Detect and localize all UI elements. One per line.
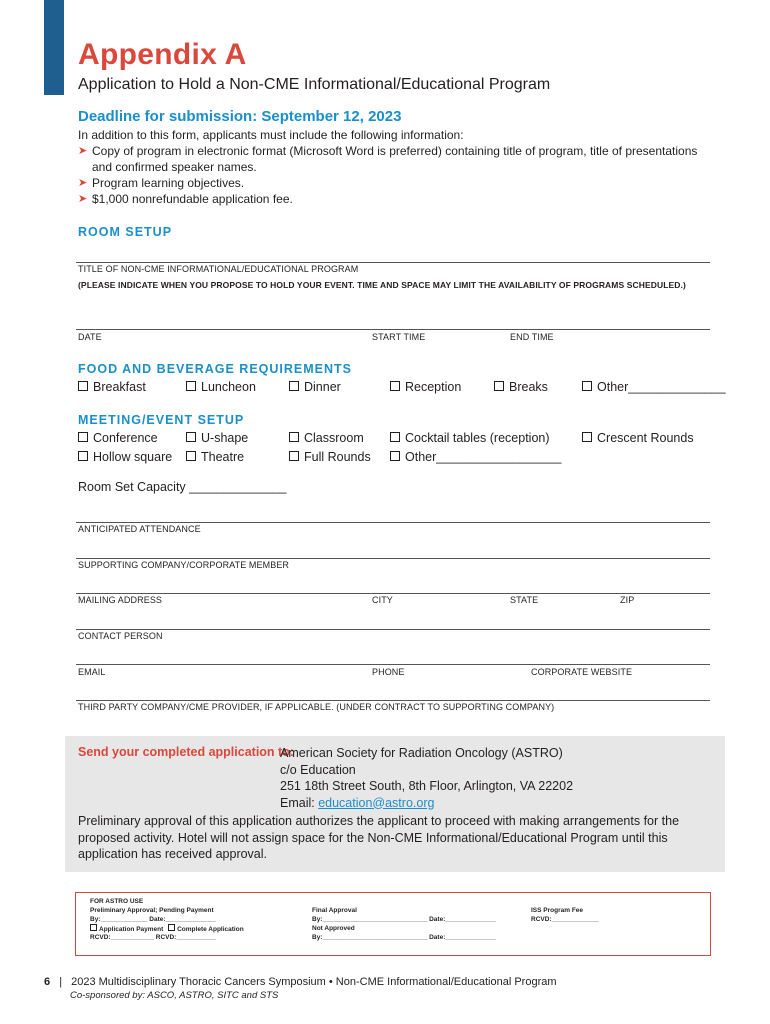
checkbox-other-food[interactable]: Other______________ — [582, 380, 726, 394]
page-subtitle: Application to Hold a Non-CME Informational/Educational Program — [78, 76, 551, 93]
chevron-right-icon: ➤ — [78, 177, 88, 189]
attendance-field[interactable] — [76, 522, 710, 523]
final-by-date-field: By:_____________________________ Date:______________ — [312, 916, 496, 923]
payment-checkboxes: Application Payment Complete Application — [90, 924, 244, 934]
date-label: DATE — [78, 332, 102, 342]
checkbox-icon — [78, 381, 88, 391]
contact-person-label: CONTACT PERSON — [78, 631, 163, 641]
start-time-label: START TIME — [372, 332, 426, 342]
attendance-label: ANTICIPATED ATTENDANCE — [78, 524, 201, 534]
page-footer — [44, 976, 557, 988]
deadline-text: Deadline for submission: September 12, 2023 — [78, 108, 402, 125]
third-party-field[interactable] — [76, 700, 710, 701]
chevron-right-icon: ➤ — [78, 193, 88, 205]
checkbox-theatre[interactable]: Theatre — [186, 450, 244, 464]
final-approval-label: Final Approval — [312, 907, 357, 914]
checkbox-icon — [186, 432, 196, 442]
preliminary-by-date-field: By:_____________ Date:______________ — [90, 916, 217, 923]
checkbox-icon — [78, 432, 88, 442]
checkbox-icon — [289, 432, 299, 442]
zip-label: ZIP — [620, 595, 635, 605]
company-label: SUPPORTING COMPANY/CORPORATE MEMBER — [78, 560, 290, 570]
meeting-heading: MEETING/EVENT SETUP — [78, 413, 245, 427]
mailing-address-label: MAILING ADDRESS — [78, 595, 163, 605]
page-number: 6 — [44, 976, 51, 988]
received-fields: RCVD:____________ RCVD:___________ — [90, 934, 217, 941]
third-party-label: THIRD PARTY COMPANY/CME PROVIDER, IF APPLICABLE. (UNDER CONTRACT TO SUPPORTING COMPANY) — [78, 702, 555, 712]
page-title: Appendix A — [78, 38, 247, 71]
program-title-field[interactable] — [76, 262, 710, 263]
checkbox-icon — [90, 924, 97, 931]
list-item: ➤ $1,000 nonrefundable application fee. — [78, 192, 293, 206]
email-link[interactable]: education@astro.org — [318, 795, 435, 810]
mailing-address-block — [280, 745, 573, 811]
checkbox-icon — [582, 432, 592, 442]
checkbox-full-rounds[interactable]: Full Rounds — [289, 450, 371, 464]
iss-program-fee-label: ISS Program Fee — [531, 907, 584, 914]
list-item: ➤ Copy of program in electronic format (Microsoft Word is preferred) containing title of program, title of presentations — [78, 144, 698, 158]
program-title-label: TITLE OF NON-CME INFORMATIONAL/EDUCATIONAL PROGRAM — [78, 264, 359, 274]
checkbox-dinner[interactable]: Dinner — [289, 380, 341, 394]
checkbox-breakfast[interactable]: Breakfast — [78, 380, 146, 394]
website-label: CORPORATE WEBSITE — [531, 667, 633, 677]
phone-label: PHONE — [372, 667, 405, 677]
astro-use-heading: FOR ASTRO USE — [90, 898, 144, 905]
mailing-address-field[interactable] — [76, 593, 710, 594]
org-dept: c/o Education — [280, 762, 356, 777]
checkbox-luncheon[interactable]: Luncheon — [186, 380, 256, 394]
email-label: EMAIL — [78, 667, 106, 677]
room-setup-heading: ROOM SETUP — [78, 225, 173, 239]
intro-lead: In addition to this form, applicants must include the following information: — [78, 128, 464, 142]
checkbox-icon — [289, 381, 299, 391]
footer-title: 2023 Multidisciplinary Thoracic Cancers Symposium • Non-CME Informational/Educational Program — [71, 976, 557, 988]
checkbox-reception[interactable]: Reception — [390, 380, 461, 394]
contact-person-field[interactable] — [76, 629, 710, 630]
list-item-continuation: and confirmed speaker names. — [92, 160, 257, 174]
checkbox-hollow-square[interactable]: Hollow square — [78, 450, 172, 464]
list-item: ➤ Program learning objectives. — [78, 176, 245, 190]
not-approved-by-date-field: By:_____________________________ Date:______________ — [312, 934, 496, 941]
chevron-right-icon: ➤ — [78, 145, 88, 157]
schedule-note: (PLEASE INDICATE WHEN YOU PROPOSE TO HOLD YOUR EVENT. TIME AND SPACE MAY LIMIT THE AVAILABILITY OF PROGRAMS SCHEDULED.) — [78, 280, 686, 290]
state-label: STATE — [510, 595, 539, 605]
company-field[interactable] — [76, 558, 710, 559]
checkbox-icon — [78, 451, 88, 461]
city-label: CITY — [372, 595, 393, 605]
checkbox-u-shape[interactable]: U-shape — [186, 431, 248, 445]
approval-note: Preliminary approval of this application authorizes the applicant to proceed with making arrangements for the proposed activity. Hotel will not assign space for the Non-CME Informational/Educational Program until this application has received approval. — [78, 814, 680, 861]
cosponsor-note: Co-sponsored by: ASCO, ASTRO, SITC and STS — [70, 990, 279, 1001]
end-time-label: END TIME — [510, 332, 554, 342]
astro-use-box — [75, 892, 711, 956]
intro-block — [78, 127, 718, 207]
footer-separator: | — [59, 976, 63, 988]
checkbox-breaks[interactable]: Breaks — [494, 380, 548, 394]
checkbox-other-setup[interactable]: Other__________________ — [390, 450, 561, 464]
room-capacity-field[interactable]: Room Set Capacity ______________ — [78, 480, 287, 494]
checkbox-icon — [390, 451, 400, 461]
date-time-field[interactable] — [76, 329, 710, 330]
checkbox-icon — [494, 381, 504, 391]
requirements-list — [78, 143, 718, 207]
food-heading: FOOD AND BEVERAGE REQUIREMENTS — [78, 362, 353, 376]
email-field[interactable] — [76, 664, 710, 665]
checkbox-classroom[interactable]: Classroom — [289, 431, 364, 445]
org-name: American Society for Radiation Oncology (ASTRO) — [280, 746, 563, 760]
preliminary-approval-label: Preliminary Approval; Pending Payment — [90, 907, 214, 914]
checkbox-icon — [289, 451, 299, 461]
send-label: Send your completed application to: — [78, 745, 294, 759]
checkbox-icon — [582, 381, 592, 391]
header-accent-bar — [44, 0, 64, 95]
checkbox-cocktail-tables[interactable]: Cocktail tables (reception) — [390, 431, 550, 445]
checkbox-conference[interactable]: Conference — [78, 431, 158, 445]
not-approved-label: Not Approved — [312, 925, 355, 932]
checkbox-icon — [390, 432, 400, 442]
iss-received-field: RCVD:_____________ — [531, 916, 599, 923]
org-email-line: Email: education@astro.org — [280, 795, 435, 810]
checkbox-icon — [186, 381, 196, 391]
checkbox-crescent-rounds[interactable]: Crescent Rounds — [582, 431, 694, 445]
checkbox-icon — [168, 924, 175, 931]
checkbox-icon — [390, 381, 400, 391]
org-street: 251 18th Street South, 8th Floor, Arlington, VA 22202 — [280, 779, 574, 793]
checkbox-icon — [186, 451, 196, 461]
